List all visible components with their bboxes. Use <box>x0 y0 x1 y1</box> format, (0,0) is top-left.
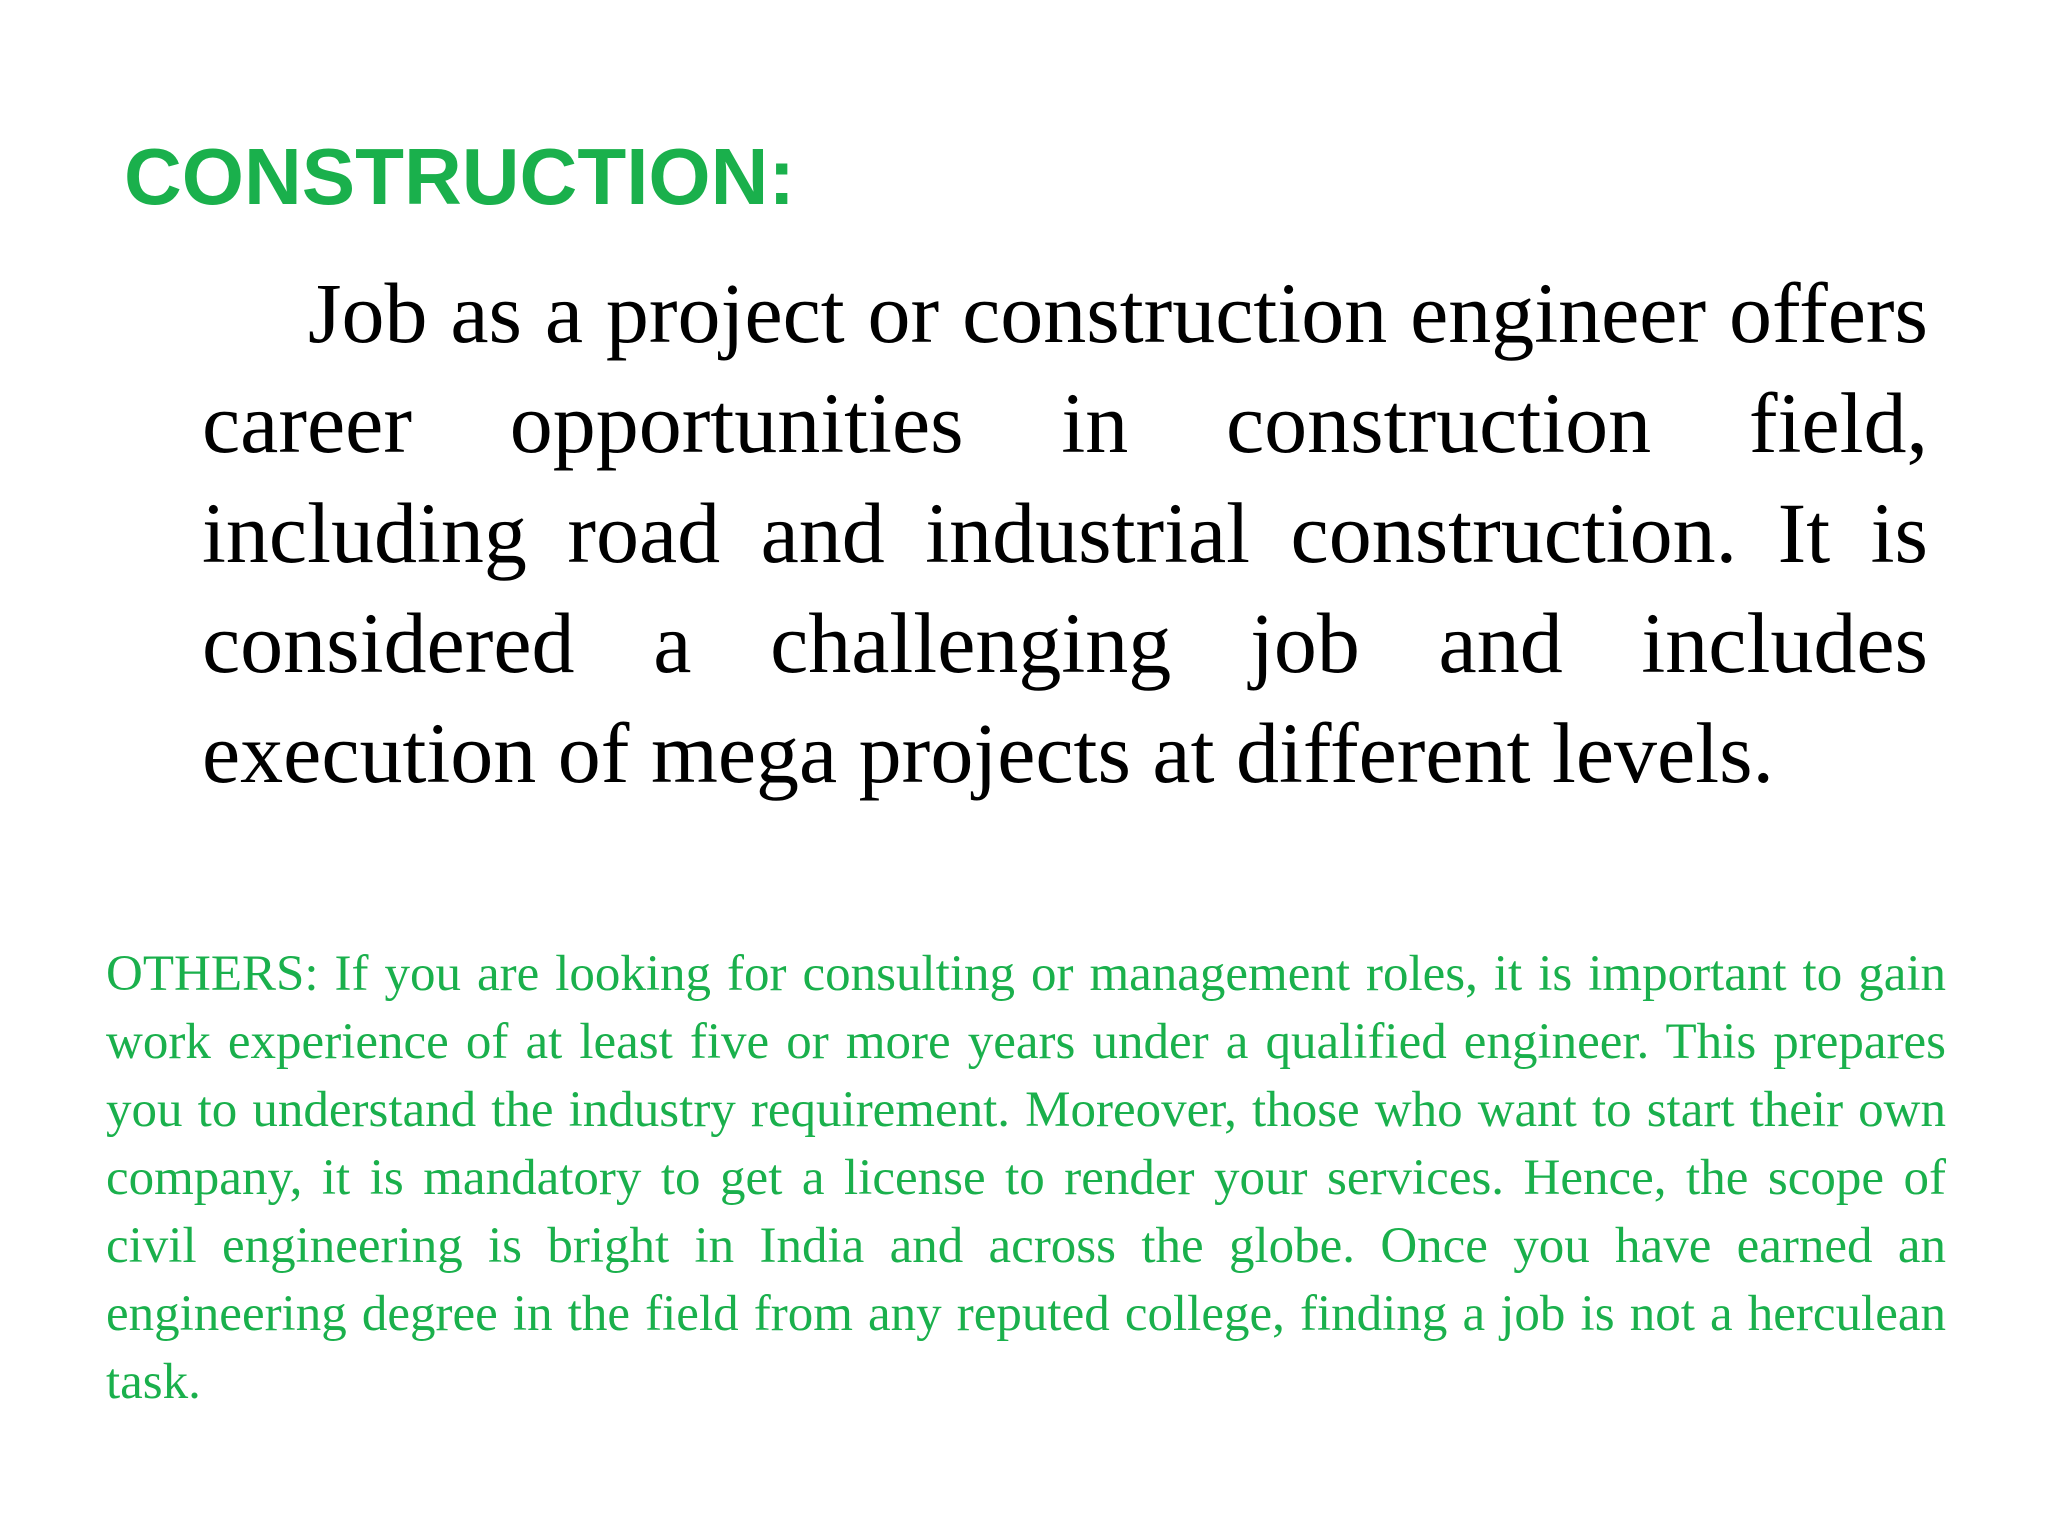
others-paragraph: OTHERS: If you are looking for consulting or management roles, it is important to gain work experience of at least five or more years under a qualified engineer. This prepares you to understand the industry requirement. Moreover, those who want to start their own company, it is mandatory to get a license to render your services. Hence, the scope of civil engineering is bright in India and across the globe. Once you have earned an engineering degree in the field from any reputed college, finding a job is not a herculean task. <box>106 946 1946 1410</box>
section-heading: CONSTRUCTION: <box>124 132 796 221</box>
main-paragraph: Job as a project or construction engineer offers career opportunities in construction field, including road and industrial construction. It is considered a challenging job and includes execution of mega projects at different levels. <box>202 265 1928 801</box>
